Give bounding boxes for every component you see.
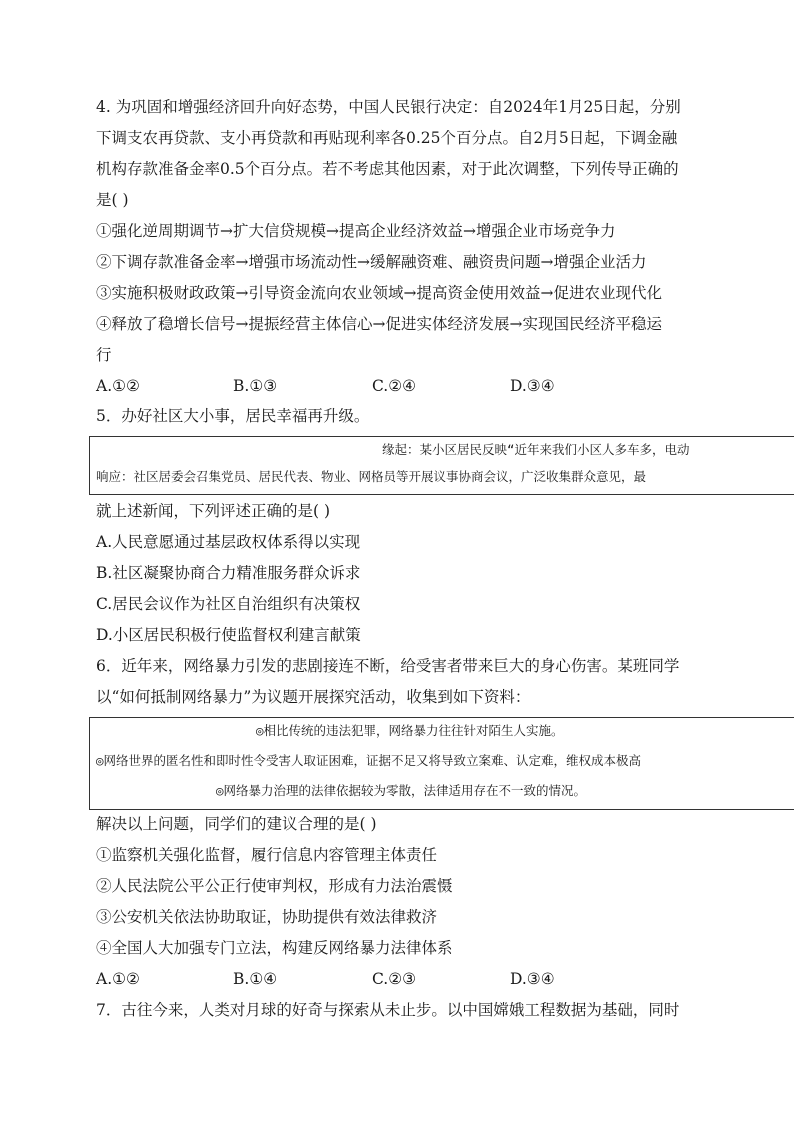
q7-line-1: 7．古往今来，人类对月球的好奇与探索从未止步。以中国嫦娥工程数据为基础，同时	[96, 1001, 680, 1019]
q4-option-b[interactable]: B.①③	[233, 377, 278, 395]
q4-statement-4: ④释放了稳增长信号→提振经营主体信心→促进实体经济发展→实现国民经济平稳运	[96, 315, 662, 333]
q4-statement-4-cont: 行	[96, 346, 112, 364]
q6-item-4: ④全国人大加强专门立法，构建反网络暴力法律体系	[96, 939, 453, 957]
q6-item-3: ③公安机关依法协助取证，协助提供有效法律救济	[96, 908, 438, 926]
q5-title: 5．办好社区大小事，居民幸福再升级。	[96, 407, 370, 425]
q5-choice-d[interactable]: D.小区居民积极行使监督权利建言献策	[96, 626, 361, 644]
q4-line-4: 是( )	[96, 191, 129, 209]
q4-statement-3: ③实施积极财政政策→引导资金流向农业领域→提高资金使用效益→促进农业现代化	[96, 284, 662, 302]
q5-question: 就上述新闻，下列评述正确的是( )	[96, 502, 331, 520]
q5-choice-c[interactable]: C.居民会议作为社区自治组织有决策权	[96, 595, 361, 613]
q6-box-line-1: ◎相比传统的违法犯罪，网络暴力往往针对陌生人实施。	[256, 723, 564, 738]
q6-line-2: 以“如何抵制网络暴力”为议题开展探究活动，收集到如下资料：	[96, 688, 531, 706]
q4-option-a[interactable]: A.①②	[96, 377, 140, 395]
q4-option-d[interactable]: D.③④	[510, 377, 555, 395]
q5-choice-a[interactable]: A.人民意愿通过基层政权体系得以实现	[96, 533, 361, 551]
q5-box-line-1: 缘起：某小区居民反映“近年来我们小区人多车多，电动	[382, 442, 690, 457]
q6-item-1: ①监察机关强化监督，履行信息内容管理主体责任	[96, 846, 438, 864]
q4-statement-1: ①强化逆周期调节→扩大信贷规模→提高企业经济效益→增强企业市场竞争力	[96, 222, 616, 240]
q6-option-d[interactable]: D.③④	[510, 970, 555, 988]
q4-line-3: 机构存款准备金率0.5个百分点。若不考虑其他因素，对于此次调整，下列传导正确的	[96, 160, 679, 178]
q6-box-line-2: ◎网络世界的匿名性和即时性令受害人取证困难，证据不足又将导致立案难、认定难，维权成本极高	[96, 753, 642, 768]
q4-line-1: 4. 为巩固和增强经济回升向好态势，中国人民银行决定：自2024年1月25日起，分别	[96, 98, 681, 116]
q6-question: 解决以上问题，同学们的建议合理的是( )	[96, 815, 377, 833]
q6-line-1: 6．近年来，网络暴力引发的悲剧接连不断，给受害者带来巨大的身心伤害。某班同学	[96, 657, 680, 675]
q6-item-2: ②人民法院公平公正行使审判权，形成有力法治震慑	[96, 877, 453, 895]
q6-option-c[interactable]: C.②③	[372, 970, 417, 988]
q4-statement-2: ②下调存款准备金率→增强市场流动性→缓解融资难、融资贵问题→增强企业活力	[96, 253, 647, 271]
q6-option-a[interactable]: A.①②	[96, 970, 140, 988]
q6-material-box	[89, 717, 794, 810]
q6-box-line-3: ◎网络暴力治理的法律依据较为零散，法律适用存在不一致的情况。	[216, 783, 587, 798]
q6-option-b[interactable]: B.①④	[233, 970, 278, 988]
q5-news-box	[89, 436, 794, 495]
q4-line-2: 下调支农再贷款、支小再贷款和再贴现利率各0.25个百分点。自2月5日起，下调金融	[96, 129, 678, 147]
q4-option-c[interactable]: C.②④	[372, 377, 417, 395]
q5-box-line-2: 响应：社区居委会召集党员、居民代表、物业、网格员等开展议事协商会议，广泛收集群众意见，最	[96, 469, 647, 484]
q5-choice-b[interactable]: B.社区凝聚协商合力精准服务群众诉求	[96, 564, 361, 582]
